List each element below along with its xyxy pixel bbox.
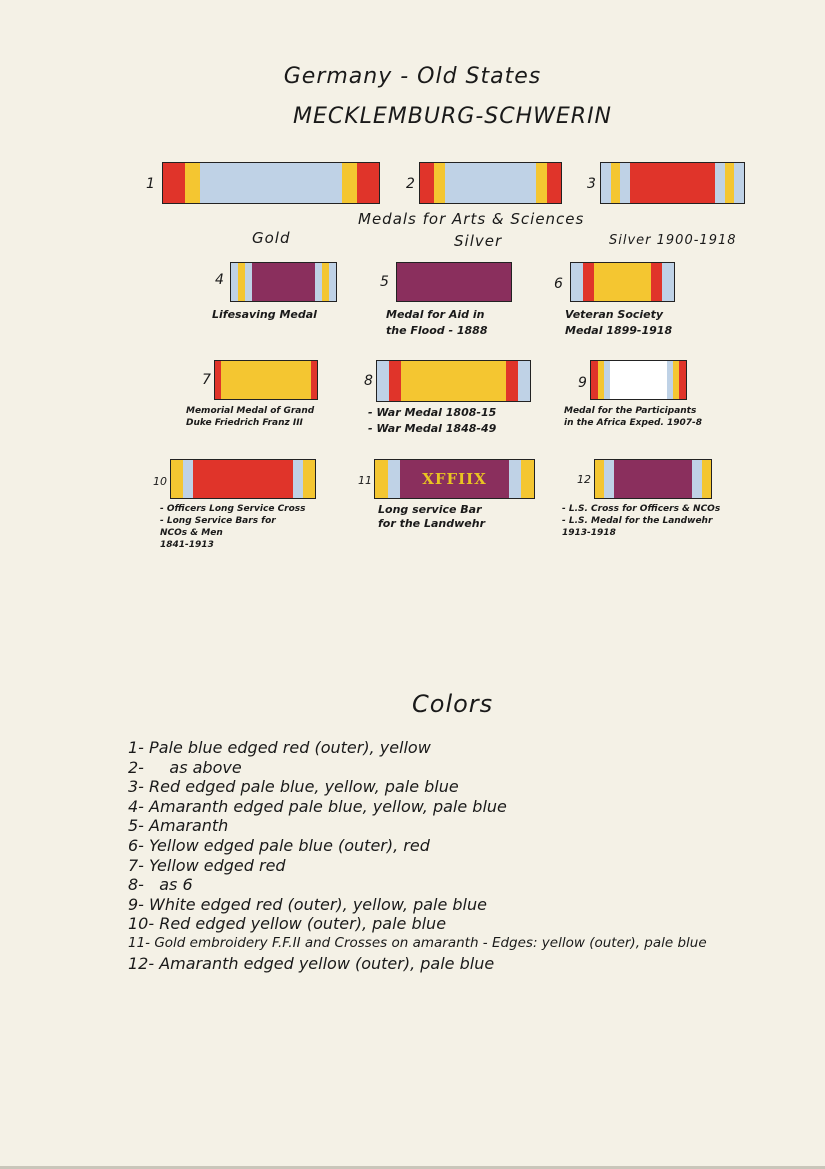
ribbon-stripe-pale-blue <box>377 361 389 401</box>
ribbon-stripe-pale-blue <box>231 263 238 301</box>
caption-8: - War Medal 1808-15 - War Medal 1848-49 <box>368 406 497 435</box>
ribbon-stripe-red <box>357 163 379 203</box>
ribbon-stripe-red <box>420 163 434 203</box>
ribbon-number-3: 3 <box>587 176 596 192</box>
ribbon-stripe-yellow <box>401 361 505 401</box>
ribbon-stripe-red <box>583 263 593 301</box>
ribbon-number-2: 2 <box>406 176 415 192</box>
arts-sciences-heading: Medals for Arts & Sciences <box>358 210 585 228</box>
ribbon-stripe-pale-blue <box>734 163 744 203</box>
ribbon-number-10: 10 <box>153 475 167 488</box>
ribbon-stripe-pale-blue <box>604 460 613 498</box>
ribbon-stripe-pale-blue <box>620 163 630 203</box>
caption-7: Memorial Medal of Grand Duke Friedrich Franz III <box>186 406 315 428</box>
ribbon-stripe-yellow <box>725 163 734 203</box>
arts-silver-label: Silver <box>454 232 503 250</box>
ribbon-stripe-yellow <box>702 460 711 498</box>
caption-10: - Officers Long Service Cross - Long Service Bars for NCOs & Men 1841-1913 <box>160 504 306 550</box>
ribbon-stripe-pale-blue <box>662 263 674 301</box>
ribbon-stripe-yellow <box>342 163 357 203</box>
ribbon-stripe-red <box>163 163 185 203</box>
ribbon-stripe-red <box>679 361 686 399</box>
caption-4: Lifesaving Medal <box>212 308 317 321</box>
caption-12: - L.S. Cross for Officers & NCOs - L.S. Medal for the Landwehr 1913-1918 <box>562 504 721 538</box>
ribbon-1 <box>162 162 380 204</box>
ribbon-stripe-red <box>547 163 561 203</box>
ribbon-2 <box>419 162 562 204</box>
ribbon-stripe-pale-blue <box>200 163 343 203</box>
ribbon-number-11: 11 <box>358 474 372 487</box>
ribbon-stripe-yellow <box>375 460 388 498</box>
ribbon-stripe-yellow <box>434 163 445 203</box>
ribbon-stripe-amaranth <box>252 263 315 301</box>
ribbon-stripe-white <box>610 361 667 399</box>
ribbon-stripe-red <box>389 361 401 401</box>
embroidery-ff-ii: XFFIIX <box>422 470 487 488</box>
ribbon-4 <box>230 262 337 302</box>
caption-6: Veteran Society Medal 1899-1918 <box>565 308 673 337</box>
ribbon-stripe-yellow <box>598 361 605 399</box>
ribbon-stripe-red <box>506 361 518 401</box>
color-line-1: 1- Pale blue edged red (outer), yellow <box>128 738 431 757</box>
ribbon-6 <box>570 262 675 302</box>
ribbon-stripe-yellow <box>221 361 311 399</box>
ribbon-stripe-amaranth <box>397 263 511 301</box>
ribbon-9 <box>590 360 687 400</box>
ribbon-stripe-red <box>193 460 294 498</box>
page-subtitle: MECKLEMBURG-SCHWERIN <box>292 104 613 129</box>
ribbon-number-7: 7 <box>202 372 211 388</box>
ribbon-stripe-yellow <box>521 460 534 498</box>
color-line-9: 9- White edged red (outer), yellow, pale blue <box>128 894 487 914</box>
ribbon-stripe-pale-blue <box>518 361 530 401</box>
ribbon-3 <box>600 162 745 204</box>
ribbon-stripe-pale-blue <box>715 163 725 203</box>
ribbon-stripe-yellow <box>673 361 680 399</box>
ribbon-stripe-pale-blue <box>601 163 611 203</box>
arts-silver-dated-label: Silver 1900-1918 <box>609 233 737 248</box>
ribbon-number-6: 6 <box>554 276 563 292</box>
ribbon-stripe-yellow <box>171 460 183 498</box>
ribbon-stripe-yellow <box>536 163 547 203</box>
ribbon-stripe-yellow <box>611 163 620 203</box>
ribbon-stripe-amaranth <box>614 460 693 498</box>
ribbon-stripe-pale-blue <box>692 460 701 498</box>
color-line-2: 2- as above <box>128 757 242 777</box>
ribbon-stripe-pale-blue <box>293 460 303 498</box>
ribbon-7 <box>214 360 318 400</box>
ribbon-stripe-yellow <box>303 460 315 498</box>
ribbon-10 <box>170 459 316 499</box>
color-line-8: 8- as 6 <box>128 875 193 895</box>
arts-gold-label: Gold <box>252 229 291 247</box>
color-line-7: 7- Yellow edged red <box>128 855 286 875</box>
ribbon-8 <box>376 360 531 402</box>
caption-9: Medal for the Participants in the Africa Exped. 1907-8 <box>564 406 703 428</box>
ribbon-11 <box>374 459 535 499</box>
ribbon-number-12: 12 <box>577 473 591 486</box>
ribbon-stripe-yellow <box>594 263 652 301</box>
caption-5: Medal for Aid in the Flood - 1888 <box>386 308 488 337</box>
ribbon-stripe-pale-blue <box>183 460 193 498</box>
color-line-11: 11- Gold embroidery F.F.II and Crosses on amaranth - Edges: yellow (outer), pale blue <box>128 934 707 951</box>
ribbon-stripe-pale-blue <box>329 263 336 301</box>
colors-heading: Colors <box>412 690 494 718</box>
color-line-12: 12- Amaranth edged yellow (outer), pale blue <box>128 953 495 973</box>
ribbon-5 <box>396 262 512 302</box>
ribbon-stripe-red <box>651 263 661 301</box>
page-title: Germany - Old States <box>283 64 542 89</box>
color-line-10: 10- Red edged yellow (outer), pale blue <box>128 914 447 934</box>
ribbon-stripe-red <box>311 361 317 399</box>
ribbon-stripe-red <box>630 163 716 203</box>
ribbon-number-1: 1 <box>146 176 155 192</box>
ribbon-stripe-yellow <box>595 460 604 498</box>
ribbon-number-4: 4 <box>215 272 224 288</box>
color-line-5: 5- Amaranth <box>128 816 229 836</box>
ribbon-stripe-red <box>591 361 598 399</box>
ribbon-number-8: 8 <box>364 373 373 389</box>
caption-11: Long service Bar for the Landwehr <box>378 503 485 530</box>
ribbon-stripe-pale-blue <box>445 163 535 203</box>
ribbon-number-9: 9 <box>578 375 587 391</box>
colors-list <box>128 738 707 973</box>
ribbon-stripe-pale-blue <box>245 263 252 301</box>
color-line-4: 4- Amaranth edged pale blue, yellow, pale blue <box>128 796 507 816</box>
color-line-3: 3- Red edged pale blue, yellow, pale blue <box>128 777 459 797</box>
ribbon-stripe-pale-blue <box>315 263 322 301</box>
ribbon-stripe-pale-blue <box>509 460 522 498</box>
color-line-6: 6- Yellow edged pale blue (outer), red <box>128 835 430 855</box>
ribbon-stripe-pale-blue <box>388 460 401 498</box>
ribbon-12 <box>594 459 712 499</box>
ribbon-stripe-yellow <box>185 163 200 203</box>
ribbon-stripe-pale-blue <box>571 263 583 301</box>
ribbon-number-5: 5 <box>380 274 389 290</box>
